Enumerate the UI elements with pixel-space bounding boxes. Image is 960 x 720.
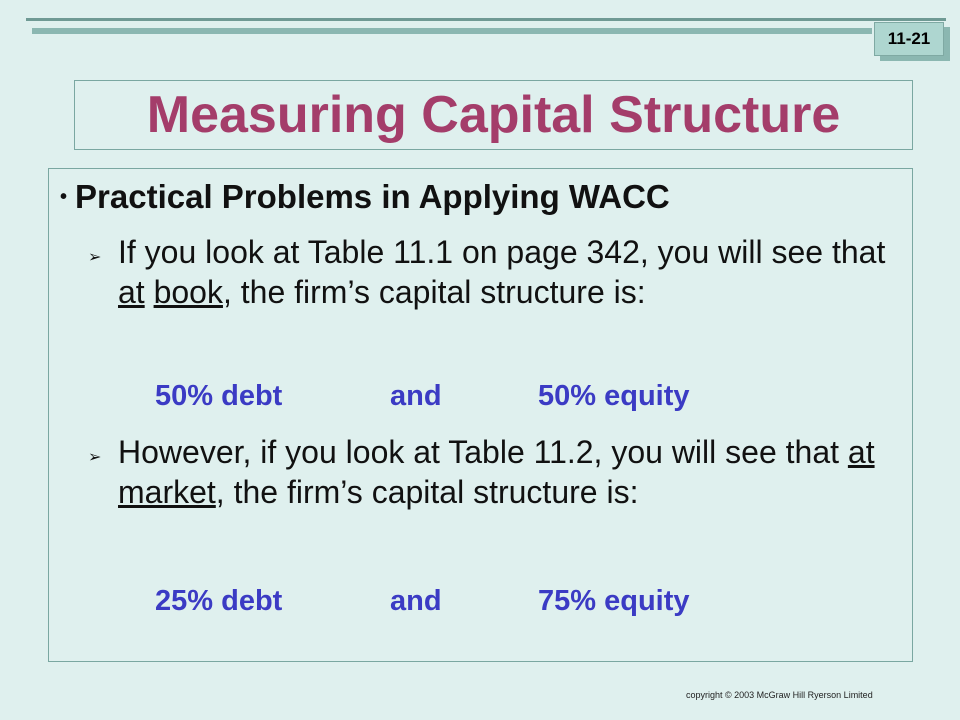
- ratio-2-and: and: [390, 585, 442, 617]
- slide-number: 11-21: [874, 22, 944, 56]
- bullet-heading-text: Practical Problems in Applying WACC: [75, 178, 670, 215]
- bullet-heading: [60, 178, 670, 216]
- ratio-2-equity: 75% equity: [538, 585, 690, 617]
- arrow-bullet-icon: ➢: [88, 449, 102, 466]
- ratio-2-debt: 25% debt: [155, 585, 283, 617]
- point-1-text: If you look at Table 11.1 on page 342, you will see that at book, the firm’s capital structure is:: [118, 234, 886, 310]
- title-frame: [74, 80, 913, 150]
- top-rule: [26, 18, 946, 21]
- copyright-notice: copyright © 2003 McGraw Hill Ryerson Limited: [686, 690, 873, 700]
- bullet-dot-icon: •: [60, 186, 68, 208]
- point-2-text: However, if you look at Table 11.2, you will see that at market, the firm’s capital structure is:: [118, 434, 875, 510]
- ratio-1-equity: 50% equity: [538, 380, 690, 412]
- top-band: [32, 28, 872, 34]
- slide-title: Measuring Capital Structure: [146, 86, 841, 144]
- ratio-1-and: and: [390, 380, 442, 412]
- arrow-bullet-icon: ➢: [88, 249, 102, 266]
- ratio-1-debt: 50% debt: [155, 380, 283, 412]
